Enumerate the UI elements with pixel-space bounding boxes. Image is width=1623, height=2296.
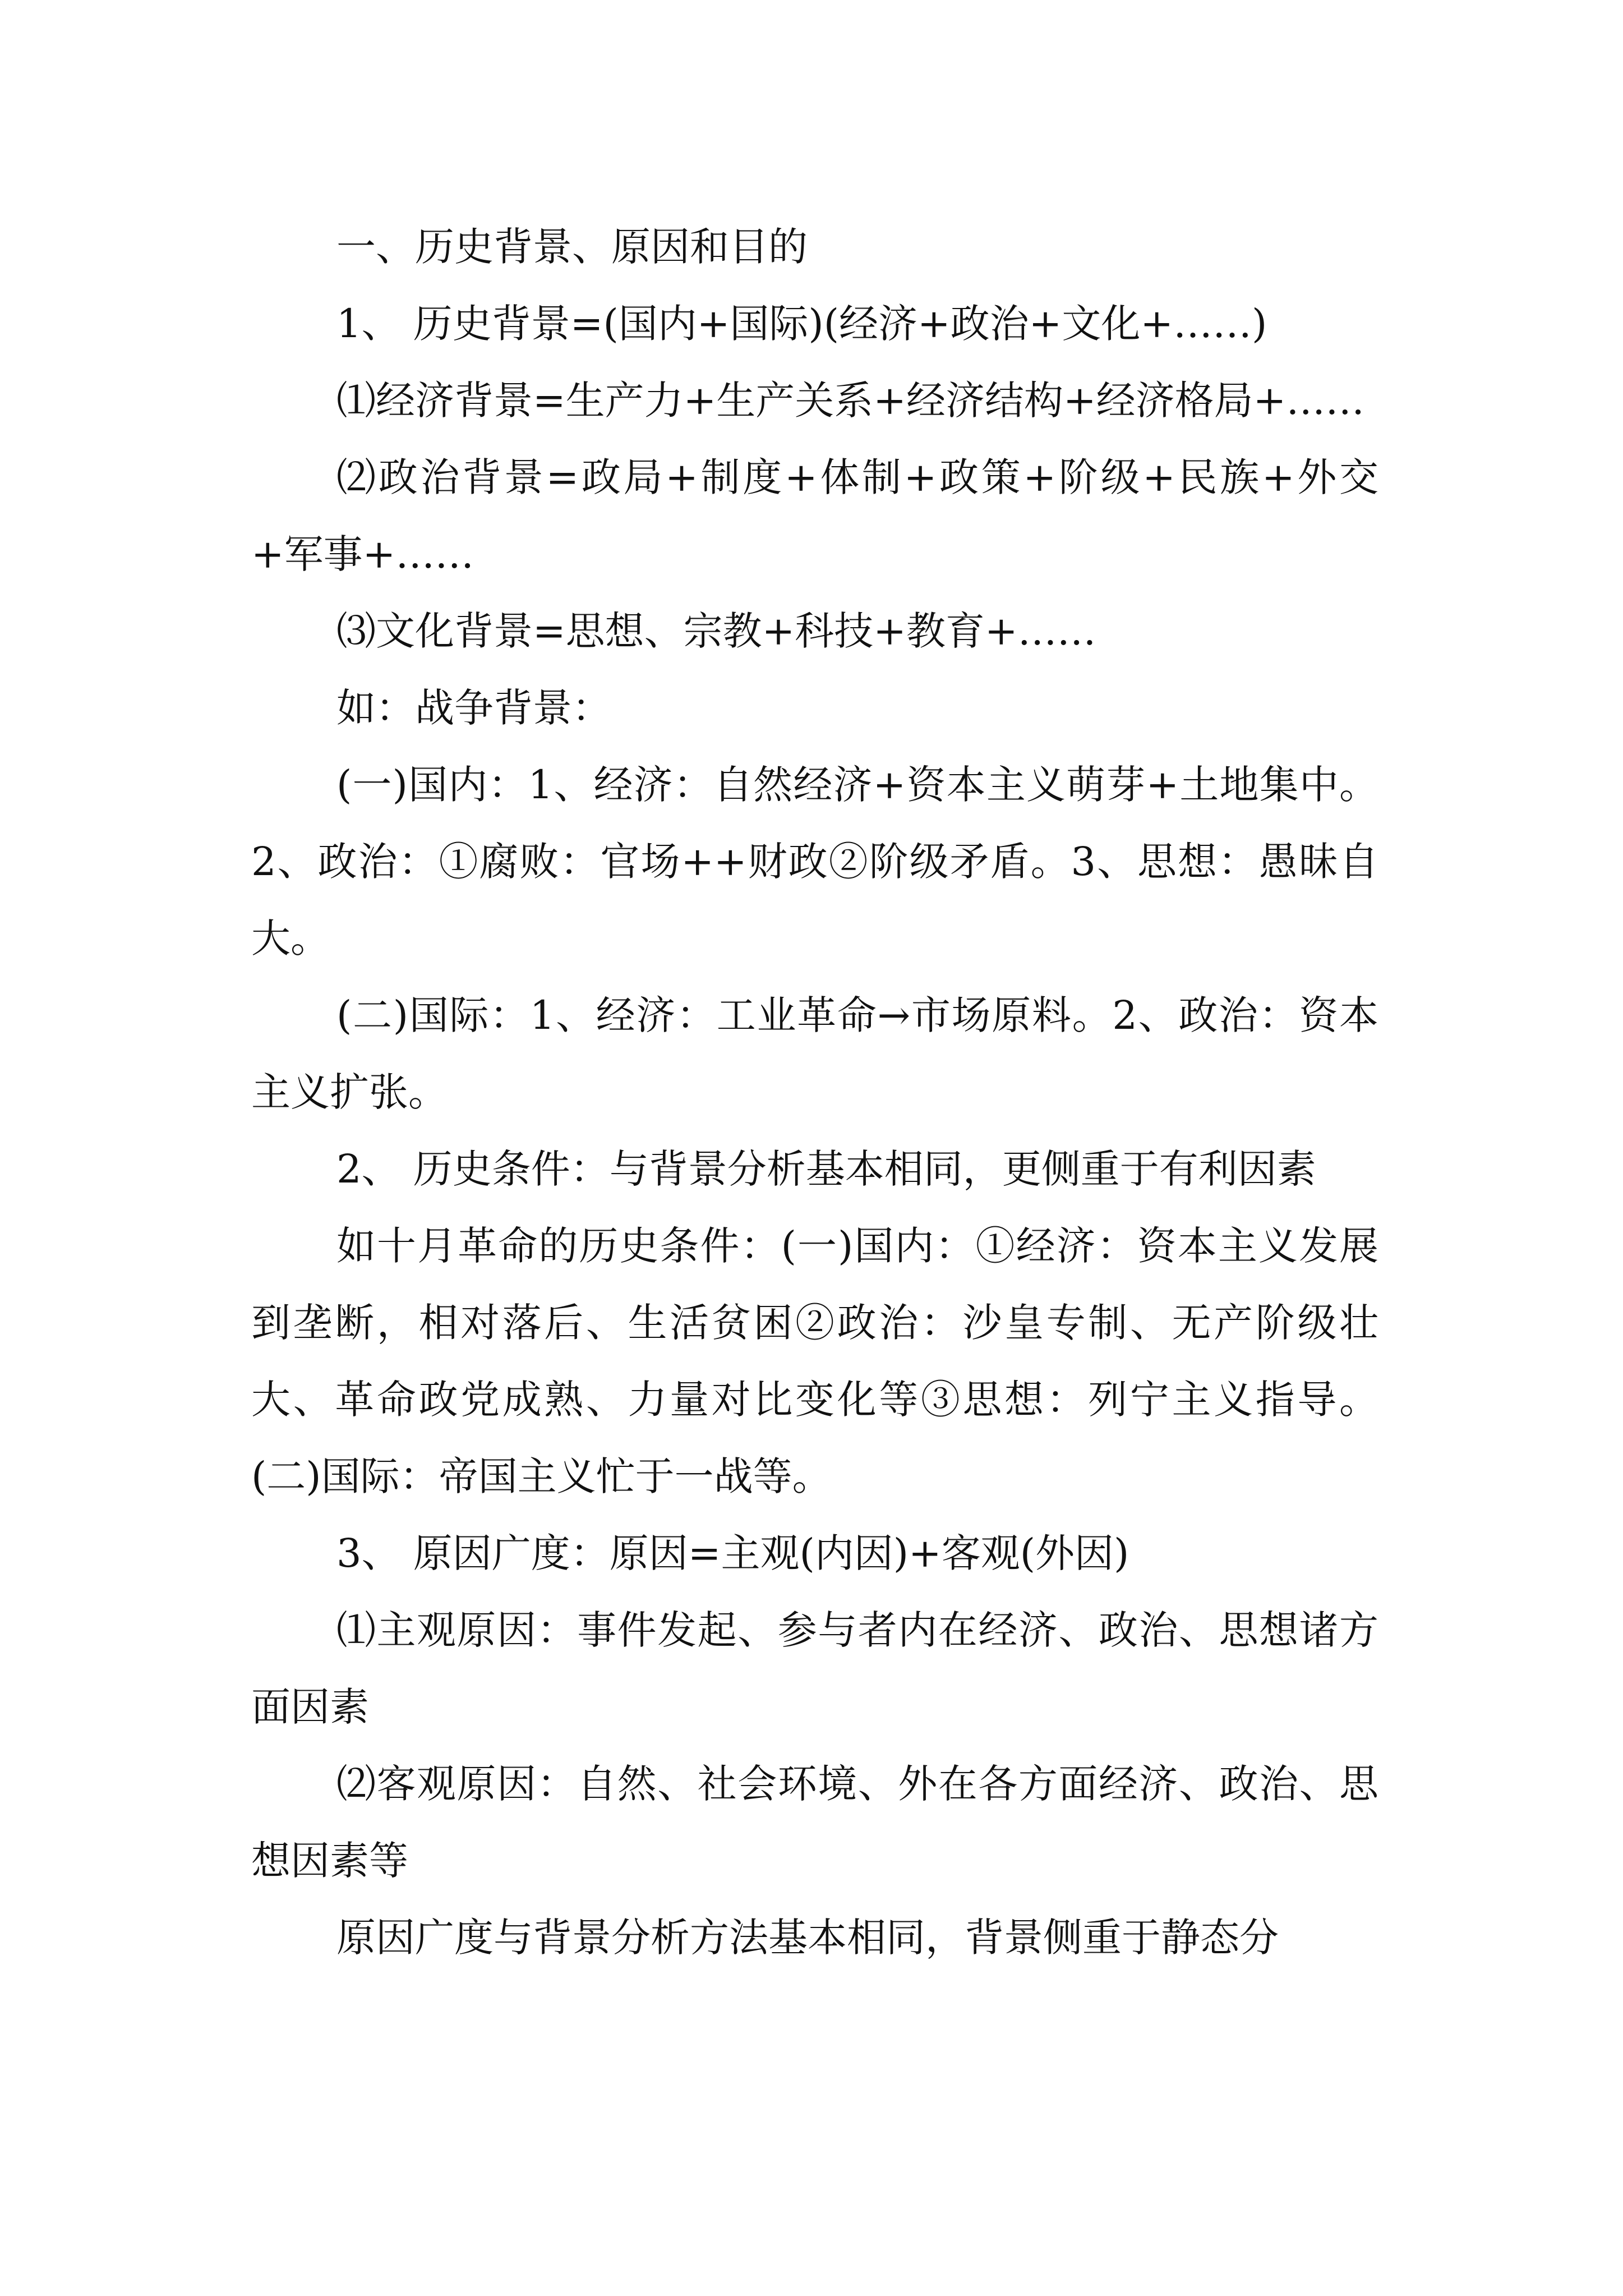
section-heading: 一、历史背景、原因和目的 (336, 224, 808, 270)
paragraph: (一)国内：1、经济：自然经济+资本主义萌芽+土地集中。2、政治：①腐败：官场++财政②阶级矛盾。3、思想：愚昧自大。 (251, 762, 1378, 961)
paragraph: (二)国际：1、经济：工业革命→市场原料。2、政治：资本主义扩张。 (251, 992, 1378, 1115)
paragraph: 原因广度与背景分析方法基本相同，背景侧重于静态分 (336, 1915, 1279, 1961)
document-body (251, 209, 1378, 1976)
paragraph: 2、 历史条件：与背景分析基本相同，更侧重于有利因素 (336, 1146, 1316, 1192)
paragraph: ⑴经济背景=生产力+生产关系+经济结构+经济格局+…… (336, 378, 1365, 424)
paragraph: 如十月革命的历史条件：(一)国内：①经济：资本主义发展到垄断，相对落后、生活贫困②政治：沙皇专制、无产阶级壮大、革命政党成熟、力量对比变化等③思想：列宁主义指导。(二)国际：帝国主义忙于一战等。 (251, 1223, 1378, 1499)
paragraph: ⑵政治背景=政局+制度+体制+政策+阶级+民族+外交+军事+…… (251, 454, 1378, 577)
paragraph: ⑴主观原因：事件发起、参与者内在经济、政治、思想诸方面因素 (251, 1607, 1378, 1730)
paragraph: 1、 历史背景=(国内+国际)(经济+政治+文化+……) (336, 301, 1267, 347)
paragraph: 3、 原因广度：原因=主观(内因)+客观(外因) (336, 1530, 1129, 1576)
paragraph: ⑶文化背景=思想、宗教+科技+教育+…… (336, 608, 1096, 654)
paragraph: 如：战争背景： (336, 685, 611, 731)
paragraph: ⑵客观原因：自然、社会环境、外在各方面经济、政治、思想因素等 (251, 1761, 1378, 1884)
